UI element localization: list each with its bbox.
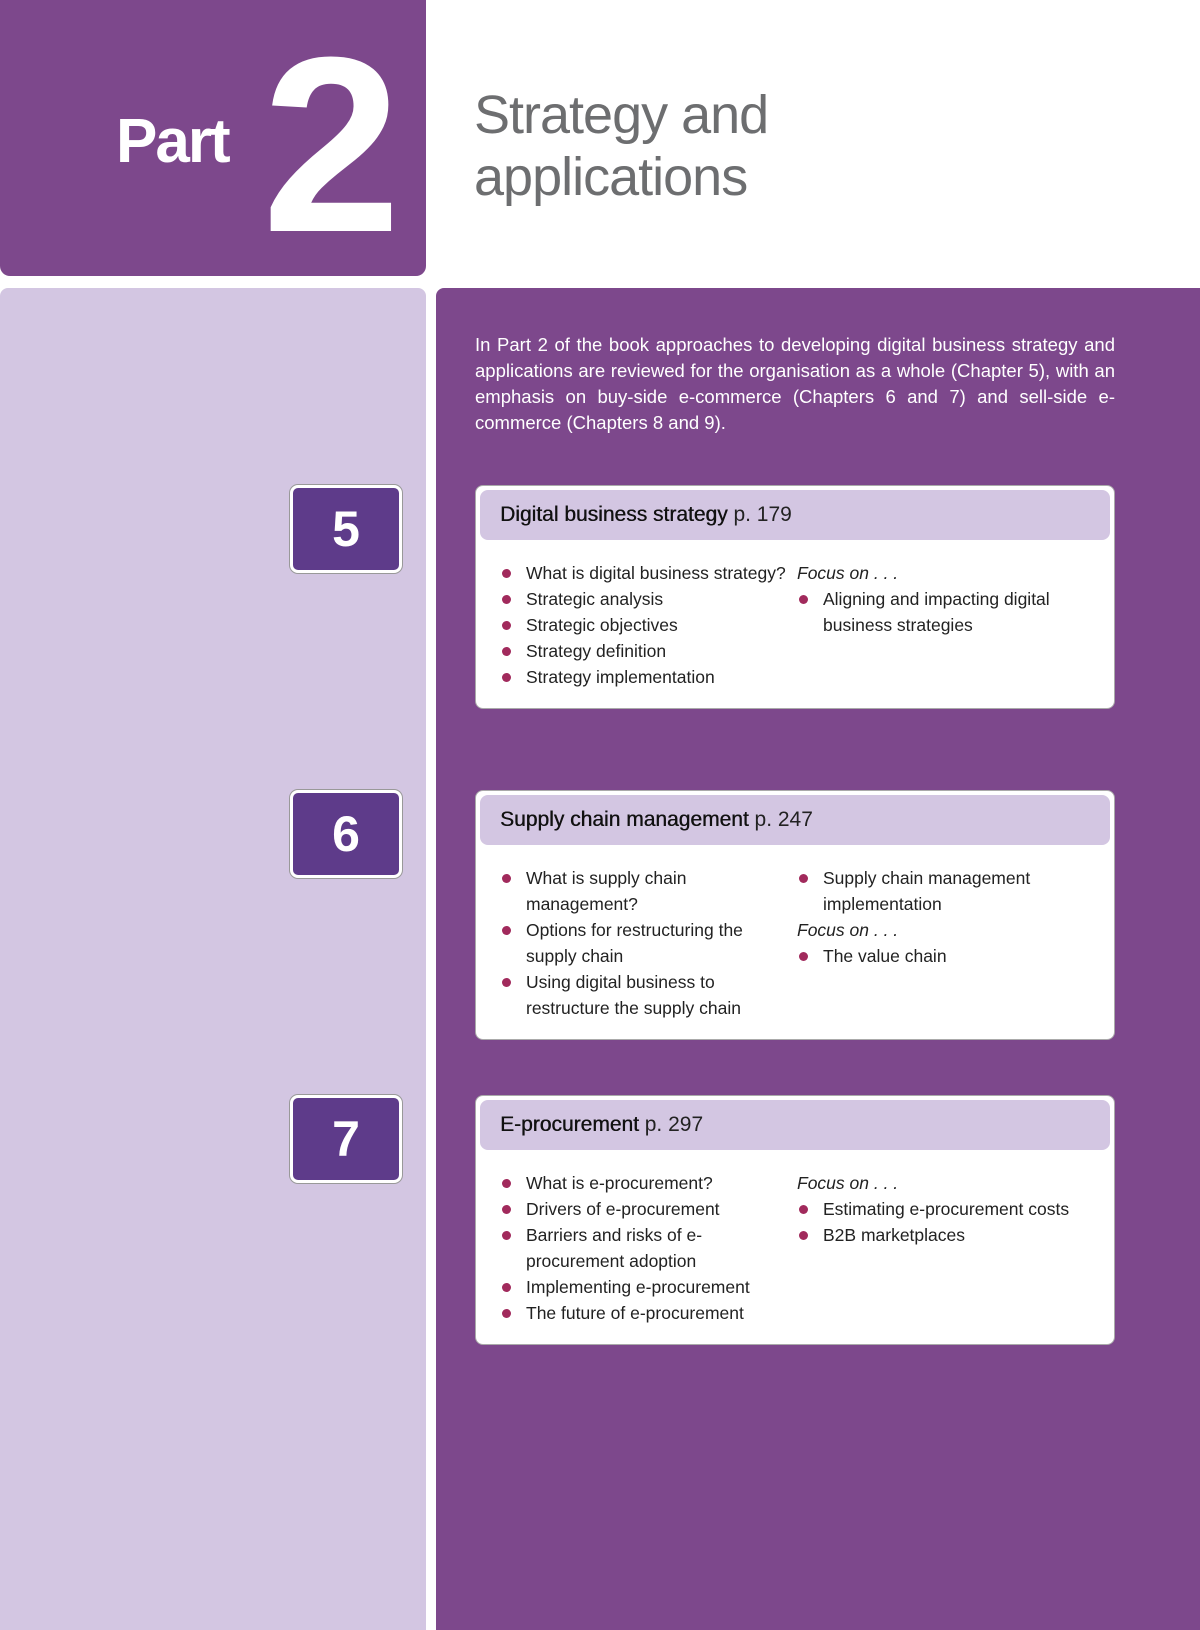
chapter-number-5: 5	[290, 485, 402, 573]
topic-item: What is supply chain management?	[500, 865, 797, 917]
chapter-heading	[480, 1100, 1110, 1150]
focus-on-label: Focus on . . .	[797, 920, 899, 940]
intro-text: In Part 2 of the book approaches to developing digital business strategy and applications are reviewed for the organisation as a whole (Chapter 5), with an emphasis on buy-side e-commerce (Chapters 6 and 7) and sell-side e-commerce (Chapters 8 and 9).	[475, 334, 1115, 433]
chapter-page: p. 179	[733, 503, 792, 526]
chapter-number-7: 7	[290, 1095, 402, 1183]
chapter-heading	[480, 795, 1110, 845]
topic-item: Using digital business to restructure the supply chain	[500, 969, 797, 1021]
chapter-card	[475, 485, 1115, 709]
focus-item: Aligning and impacting digital business strategies	[797, 586, 1094, 638]
part-number: 2	[262, 5, 394, 284]
chapter-heading	[480, 490, 1110, 540]
chapter-page: p. 247	[754, 808, 813, 831]
page-title	[474, 84, 768, 208]
chapter-page: p. 297	[644, 1113, 704, 1136]
focus-on-label: Focus on . . .	[797, 1173, 899, 1193]
topic-item: Strategic objectives	[500, 612, 797, 638]
chapter-card	[475, 790, 1115, 1040]
focus-item: B2B marketplaces	[797, 1222, 1094, 1248]
topic-item: Implementing e-procurement	[500, 1274, 797, 1300]
focus-item: Estimating e-procurement costs	[797, 1196, 1094, 1222]
part-header-block	[0, 0, 426, 284]
chapter-title: Supply chain management	[500, 808, 749, 831]
title-line-2: applications	[474, 147, 748, 207]
focus-item: The value chain	[797, 943, 1094, 969]
chapter-number-6: 6	[290, 790, 402, 878]
chapter-title: E-procurement	[500, 1113, 639, 1136]
topic-item: What is digital business strategy?	[500, 560, 797, 586]
topic-item: Strategy implementation	[500, 664, 797, 690]
topic-item: Options for restructuring the supply chain	[500, 917, 797, 969]
chapter-title: Digital business strategy	[500, 503, 728, 526]
topic-item: Supply chain management implementation	[797, 865, 1094, 917]
topic-item: Strategic analysis	[500, 586, 797, 612]
chapter-card	[475, 1095, 1115, 1345]
topic-item: Barriers and risks of e-procurement adoption	[500, 1222, 797, 1274]
focus-on-label: Focus on . . .	[797, 563, 899, 583]
part-label: Part	[116, 107, 229, 176]
topic-item: Strategy definition	[500, 638, 797, 664]
title-line-1: Strategy and	[474, 85, 769, 145]
topic-item: Drivers of e-procurement	[500, 1196, 797, 1222]
topic-item: The future of e-procurement	[500, 1300, 797, 1326]
topic-item: What is e-procurement?	[500, 1170, 797, 1196]
